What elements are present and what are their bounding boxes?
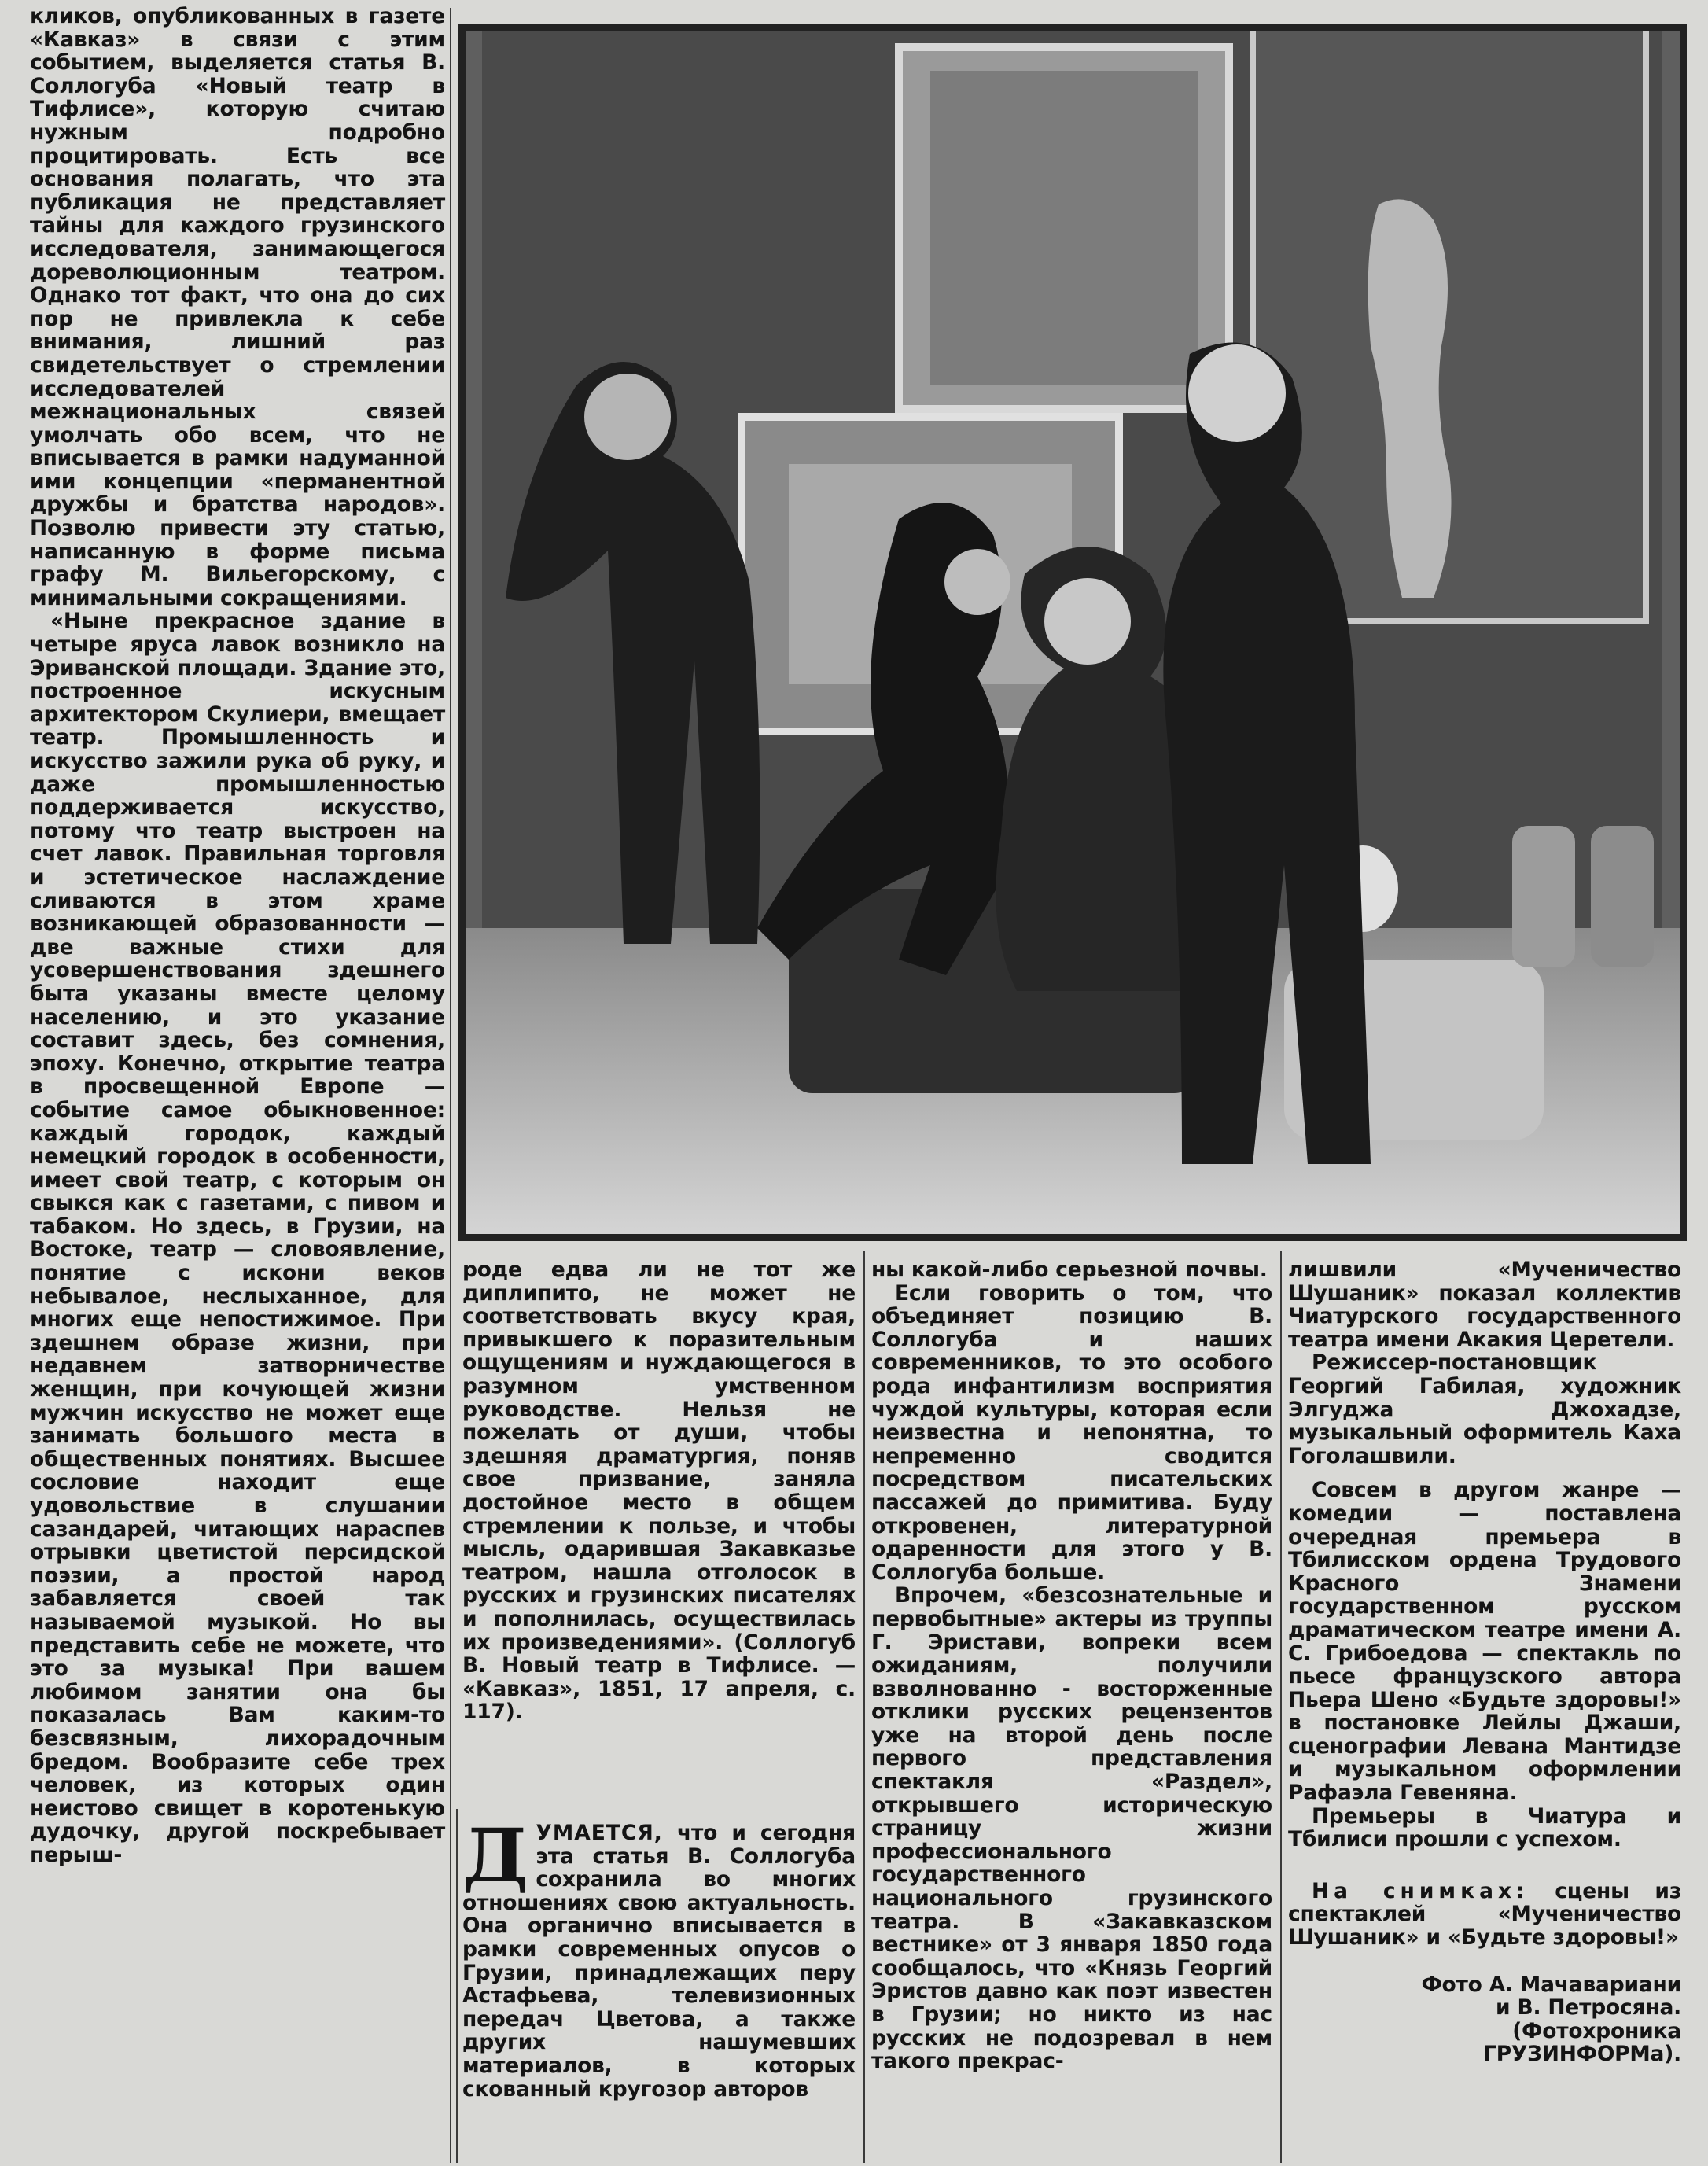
- paragraph: Если говорить о том, что объединяет позицию В. Соллогуба и наших современников, то это особого рода инфантилизм восприятия чуждой культуры, которая если неизвестна и непонятна, то непременно сводится посредством писательских пассажей до примитива. Буду откровенен, литературной одаренности для этого у В. Соллогуба больше.: [871, 1280, 1272, 1585]
- article-column-4: [1288, 1258, 1681, 2066]
- column-divider: [450, 8, 451, 2163]
- credit-line: Фото А. Мачавариани: [1421, 1972, 1681, 1997]
- photo-illustration: [458, 24, 1687, 1241]
- article-column-3: [871, 1258, 1272, 2073]
- paragraph: Совсем в другом жанре — комедии — поставлена очередная премьера в Тбилисском ордена Трудового Красного Знамени государственном русском драматическом театре имени А. С. Грибоедова — спектакль по пьесе французского автора Пьера Шено «Будьте здоровы!» в постановке Лейлы Джаши, сценографии Левана Мантидзе и музыкальном оформлении Рафаэла Гевеняна.: [1288, 1478, 1681, 1806]
- paragraph: Впрочем, «безсознательные и первобытные» актеры из труппы Г. Эристави, вопреки всем ожиданиям, получили взволнованно - восторженные отклики русских рецензентов уже на второй день после первого представления спектакля «Раздел», открывшего историческую страницу жизни профессионального государственного национального грузинского театра. В «Закавказском вестнике» от 3 января 1850 года сообщалось, что «Князь Георгий Эристов давно как поэт известен в Грузии; но никто из нас русских не подозревал в нем такого прекрас-: [871, 1583, 1272, 2074]
- paragraph: ны какой-либо серьезной почвы.: [871, 1258, 1268, 1282]
- article-column-2-lead: [462, 1813, 856, 2102]
- article-column-1: [30, 5, 445, 1867]
- paragraph: кликов, опубликованных в газете «Кавказ» в связи с этим событием, выделяется статья В. Соллогуба «Новый театр в Тифлисе», которую считаю нужным подробно процитировать. Есть все основания полагать, что эта публикация не представляет тайны для каждого грузинского исследователя, занимающегося дореволюционным театром. Однако тот факт, что она до сих пор не привлекла к себе внимания, лишний раз свидетельствует о стремлении исследователей межнациональных связей умолчать обо всем, что не вписывается в рамки надуманной ими концепции «перманентной дружбы и братства народов». Позволю привести эту статью, написанную в форме письма графу М. Вильегорскому, с минимальными сокращениями.: [30, 4, 445, 610]
- credit-line: (Фотохроника: [1512, 2018, 1681, 2043]
- photo-credit: [1288, 1973, 1681, 2066]
- paragraph: роде едва ли не тот же диплипито, не может не соответствовать вкусу края, привыкшего к поразительным ощущениям и нуждающегося в разумном умственном руководстве. Нельзя не пожелать от души, чтобы здешняя драматургия, поняв свое призвание, заняла достойное место в общем стремлении к пользе, и чтобы мысль, одарившая Закавказье театром, нашла отголосок в русских и грузинских писателях и пополнилась, осуществилась их произведениями». (Соллогуб В. Новый театр в Тифлисе. — «Кавказ», 1851, 17 апреля, с. 117).: [462, 1258, 856, 1725]
- paragraph: что и сегодня эта статья В. Соллогуба сохранила во многих отношениях свою актуальность. Она органично вписывается в рамки современных опусов о Грузии, принадлежащих перу Астафьева, телевизионных передач Цветова, а также других нашумевших материалов, в которых скованный кругозор авторов: [462, 1821, 856, 2102]
- caption-label: На снимках:: [1312, 1878, 1529, 1903]
- lead-box-border: [456, 1809, 458, 2163]
- paragraph: Режиссер-постановщик Георгий Габилая, художник Элгуджа Джохадзе, музыкальный оформитель Каха Гоголашвили.: [1288, 1350, 1681, 1468]
- credit-line: и В. Петросяна.: [1496, 1995, 1681, 2020]
- drop-cap: Д: [462, 1813, 528, 1899]
- column-divider: [1280, 1251, 1282, 2163]
- theatre-scene-photo: [458, 24, 1687, 1241]
- photo-caption: [1288, 1880, 1681, 1950]
- column-divider: [863, 1251, 865, 2163]
- paragraph: «Ныне прекрасное здание в четыре яруса лавок возникло на Эриванской площади. Здание это, построенное искусным архитектором Скулиери, вмещает театр. Промышленность и искусство зажили рука об руку, и даже промышленностью поддерживается искусство, потому что театр выстроен на счет лавок. Правильная торговля и эстетическое наслаждение сливаются в этом храме возникающей образованности — две важные стихи для усовершенствования здешнего быта указаны вместе целому населению, и это указание составит здесь, без сомнения, эпоху. Конечно, открытие театра в просвещенной Европе — событие самое обыкновенное: каждый городок, каждый немецкий городок в особенности, имеет свой театр, с которым он свыкся как с газетами, с пивом и табаком. Но здесь, в Грузии, на Востоке, театр — словоявление, понятие с искони веков небывалое, неслыханное, для многих еще непостижимое. При здешнем образе жизни, при недавнем затворничестве женщин, при кочующей жизни мужчин искусство не может еще занимать большого места в общественных понятиях. Высшее сословие находит еще удовольствие в слушании сазандарей, читающих нараспев отрывки цветистой персидской поэзии, а простой народ забавляется своей так называемой музыкой. Но вы представить себе не можете, что это за музыка! При вашем любимом занятии она бы показалась Вам каким-то безсвязным, лихорадочным бредом. Вообразите себе трех человек, из которых один неистово свищет в коротенькую дудочку, другой поскребывает перыш-: [30, 609, 445, 1867]
- credit-line: ГРУЗИНФОРМа).: [1483, 2042, 1681, 2067]
- caption-text: сцены из спектаклей «Мученичество Шушаник» и «Будьте здоровы!»: [1288, 1878, 1681, 1951]
- paragraph: Премьеры в Чиатура и Тбилиси прошли с успехом.: [1288, 1803, 1681, 1852]
- lead-word: УМАЕТСЯ,: [536, 1821, 663, 1845]
- article-column-2: [462, 1258, 856, 1724]
- paragraph: лишвили «Мученичество Шушаник» показал коллектив Чиатурского государственного театра имени Акакия Церетели.: [1288, 1258, 1681, 1352]
